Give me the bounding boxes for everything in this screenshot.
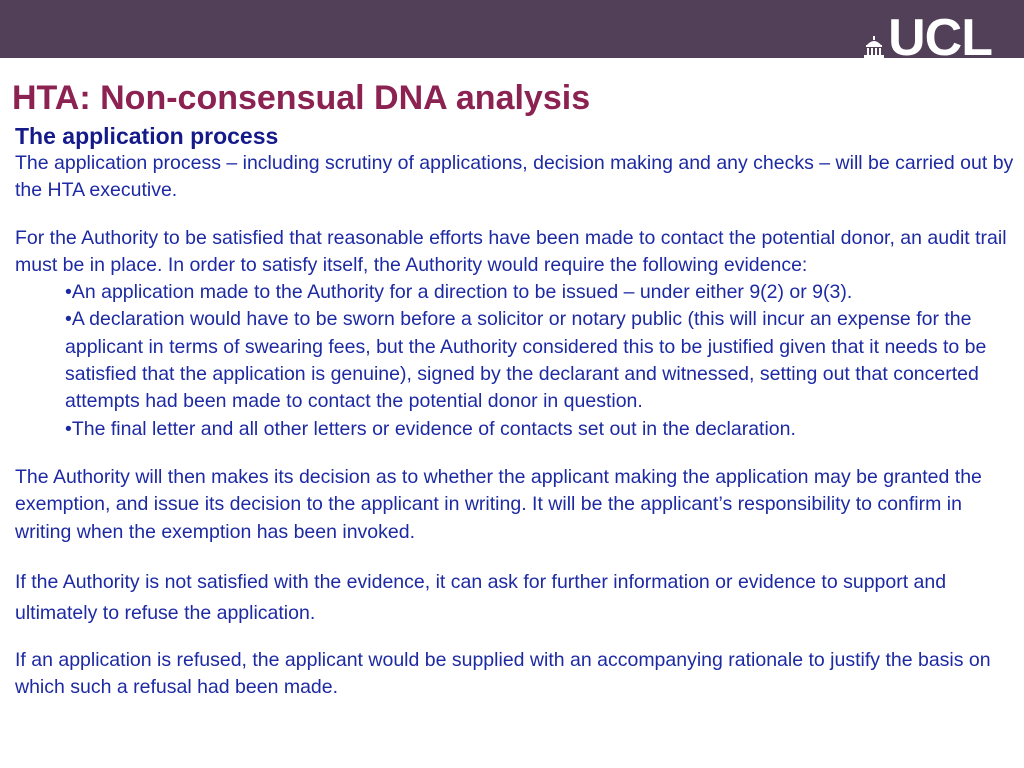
page-title: HTA: Non-consensual DNA analysis: [12, 79, 591, 117]
paragraph-not-satisfied: If the Authority is not satisfied with the evidence, it can ask for further information or evidence to support and ultimately to refuse the application.: [15, 570, 947, 624]
logo-text: UCL: [888, 18, 992, 58]
ucl-logo: [864, 18, 992, 58]
paragraph-application-process: The application process – including scrutiny of applications, decision making and any checks – will be carried out by the HTA executive.: [15, 152, 1014, 202]
list-item: •The final letter and all other letters or evidence of contacts set out in the declaration.: [65, 417, 796, 440]
header-bar: [0, 0, 1024, 58]
paragraph-audit-trail: For the Authority to be satisfied that reasonable efforts have been made to contact the potential donor, an audit trail must be in place. In order to satisfy itself, the Authority would require the following evidence:: [15, 226, 1007, 276]
evidence-list: [15, 279, 1015, 443]
list-item: •An application made to the Authority for a direction to be issued – under either 9(2) or 9(3).: [65, 281, 853, 304]
section-subtitle: The application process: [15, 123, 279, 149]
list-item: •A declaration would have to be sworn before a solicitor or notary public (this will incur an expense for the applicant in terms of swearing fees, but the Authority considered this to be justified given that it needs to be satisfied that the application is genuine), signed by the declarant and witnessed, setting out that concerted attempts had been made to contact the potential donor in question.: [65, 308, 987, 413]
slide-body: [15, 122, 1015, 722]
paragraph-decision: The Authority will then makes its decision as to whether the applicant making the application may be granted the exemption, and issue its decision to the applicant in writing. It will be the applicant’s responsibility to confirm in writing when the exemption has been invoked.: [15, 465, 982, 543]
paragraph-refused: If an application is refused, the applicant would be supplied with an accompanying rationale to justify the basis on which such a refusal had been made.: [15, 648, 991, 699]
ucl-portico-icon: [864, 36, 884, 58]
